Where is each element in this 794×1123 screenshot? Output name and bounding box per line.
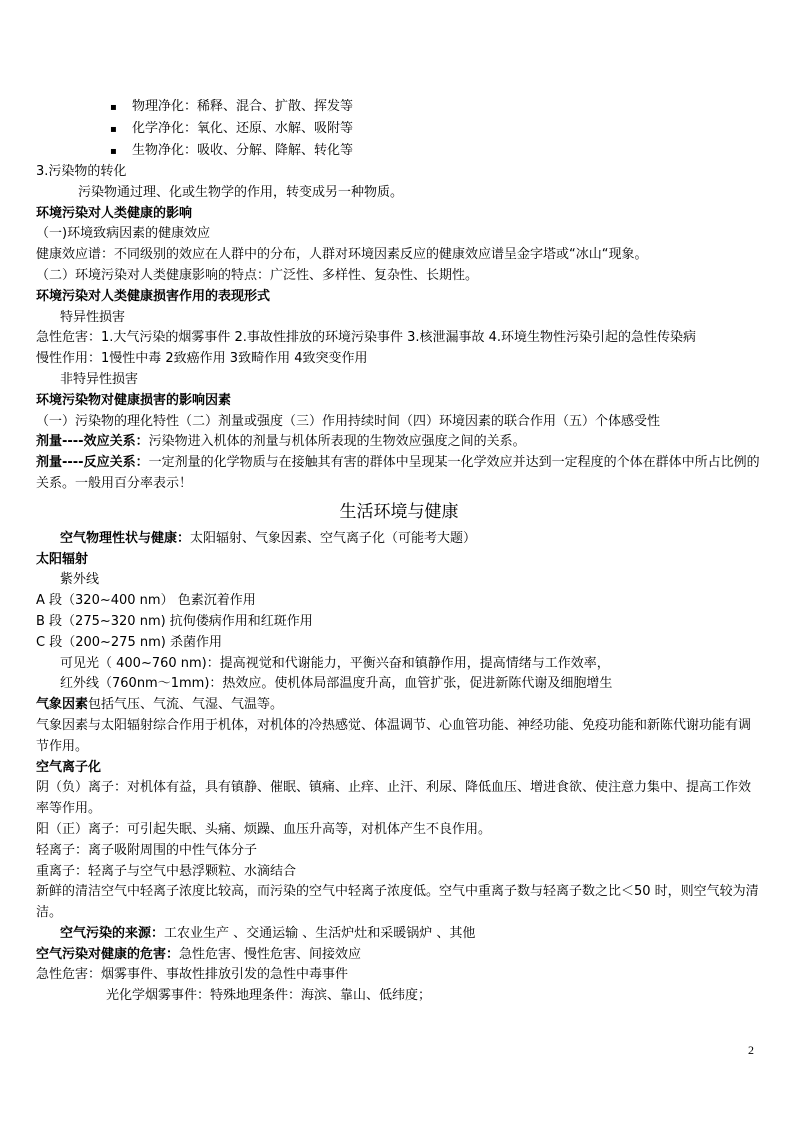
nonspecific-damage: 非特异性损害 bbox=[60, 371, 139, 387]
transform-title: 3.污染物的转化 bbox=[36, 164, 127, 179]
dose-effect-term: 剂量----效应关系： bbox=[36, 434, 149, 450]
meteorology-term: 气象因素 bbox=[36, 697, 89, 713]
bullet-icon: ▪ bbox=[110, 124, 117, 135]
negative-ion: 阴（负）离子：对机体有益，具有镇静、催眠、镇痛、止痒、止汗、利尿、降低血压、增进食欲、使注意力集中、提高工作效率等作用。 bbox=[36, 780, 752, 817]
factors-list: （一）污染物的理化特性（二）剂量或强度（三）作用持续时间（四）环境因素的联合作用（五）个体感受性 bbox=[36, 413, 661, 429]
bullet-icon: ▪ bbox=[110, 146, 117, 157]
air-physical: 空气物理性状与健康：太阳辐射、气象因素、空气离子化（可能考大题） bbox=[60, 530, 477, 546]
chronic-damage: 慢性作用：1慢性中毒 2致癌作用 3致畸作用 4致突变作用 bbox=[36, 351, 368, 367]
health-effect-sub1: （一)环境致病因素的健康效应 bbox=[36, 226, 211, 242]
list-item: ▪ 物理净化：稀释、混合、扩散、挥发等 bbox=[110, 96, 762, 118]
section-title: 生活环境与健康 bbox=[339, 501, 459, 522]
purification-list bbox=[36, 96, 762, 162]
meteorology-desc: 气象因素与太阳辐射综合作用于机体，对机体的冷热感觉、体温调节、心血管功能、神经功能、免疫功能和新陈代谢功能有调节作用。 bbox=[36, 717, 752, 754]
uv-b: B 段（275~320 nm) 抗佝偻病作用和红斑作用 bbox=[36, 613, 313, 629]
page-number: 2 bbox=[748, 1043, 754, 1057]
pollution-harm-term: 空气污染对健康的危害： bbox=[36, 946, 180, 962]
ionization-heading: 空气离子化 bbox=[36, 759, 102, 775]
positive-ion: 阳（正）离子：可引起失眠、头痛、烦躁、血压升高等，对机体产生不良作用。 bbox=[36, 821, 492, 837]
infrared: 红外线（760nm～1mm)：热效应。使机体局部温度升高，血管扩张，促进新陈代谢及细胞增生 bbox=[60, 676, 613, 692]
transform-text: 污染物通过理、化或生物学的作用，转变成另一种物质。 bbox=[78, 184, 404, 200]
uv-label: 紫外线 bbox=[60, 572, 100, 588]
dose-effect: 剂量----效应关系：污染物进入机体的剂量与机体所表现的生物效应强度之间的关系。 bbox=[36, 434, 526, 450]
acute-damage: 急性危害：1.大气污染的烟雾事件 2.事故性排放的环境污染事件 3.核泄漏事故 4.环境生物性污染引起的急性传染病 bbox=[36, 330, 697, 346]
dose-response: 剂量----反应关系：一定剂量的化学物质与在接触其有害的群体中呈现某一化学效应并达到一定程度的个体在群体中所占比例的关系。一般用百分率表示！ bbox=[36, 455, 760, 491]
air-physical-term: 空气物理性状与健康： bbox=[60, 530, 191, 546]
list-item: ▪ 化学净化：氧化、还原、水解、吸附等 bbox=[110, 118, 762, 140]
document-page bbox=[36, 96, 762, 1007]
photochemical-smog: 光化学烟雾事件：特殊地理条件：海滨、靠山、低纬度； bbox=[106, 988, 432, 1004]
pollution-acute: 急性危害：烟雾事件、事故性排放引发的急性中毒事件 bbox=[36, 967, 349, 983]
list-item: ▪ 生物净化：吸收、分解、降解、转化等 bbox=[110, 140, 762, 162]
heavy-ion: 重离子：轻离子与空气中悬浮颗粒、水滴结合 bbox=[36, 863, 297, 879]
pollution-source-term: 空气污染的来源： bbox=[60, 925, 165, 941]
health-effect-sub2: （二）环境污染对人类健康影响的特点：广泛性、多样性、复杂性、长期性。 bbox=[36, 267, 479, 283]
light-ion: 轻离子：离子吸附周围的中性气体分子 bbox=[36, 842, 258, 858]
bullet-icon: ▪ bbox=[110, 102, 117, 113]
solar-heading: 太阳辐射 bbox=[36, 551, 89, 567]
uv-c: C 段（200~275 nm) 杀菌作用 bbox=[36, 634, 222, 650]
meteorology: 气象因素包括气压、气流、气湿、气温等。 bbox=[36, 697, 284, 713]
pollution-harm: 空气污染对健康的危害：急性危害、慢性危害、间接效应 bbox=[36, 946, 362, 962]
health-effect-spectrum: 健康效应谱：不同级别的效应在人群中的分布，人群对环境因素反应的健康效应谱呈金字塔或“冰山“现象。 bbox=[36, 247, 648, 263]
damage-forms-heading: 环境污染对人类健康损害作用的表现形式 bbox=[36, 288, 271, 304]
health-effect-heading: 环境污染对人类健康的影响 bbox=[36, 205, 193, 221]
factors-heading: 环境污染物对健康损害的影响因素 bbox=[36, 392, 232, 408]
pollution-source: 空气污染的来源：工农业生产 、交通运输 、生活炉灶和采暖锅炉 、其他 bbox=[60, 925, 476, 941]
visible-light: 可见光（ 400~760 nm)：提高视觉和代谢能力，平衡兴奋和镇静作用，提高情绪与工作效率， bbox=[60, 655, 610, 671]
dose-response-term: 剂量----反应关系： bbox=[36, 455, 149, 471]
specific-damage: 特异性损害 bbox=[60, 309, 126, 325]
clean-air: 新鲜的清洁空气中轻离子浓度比较高，而污染的空气中轻离子浓度低。空气中重离子数与轻离子数之比＜50 时，则空气较为清洁。 bbox=[36, 884, 759, 921]
uv-a: A 段（320~400 nm） 色素沉着作用 bbox=[36, 593, 256, 609]
